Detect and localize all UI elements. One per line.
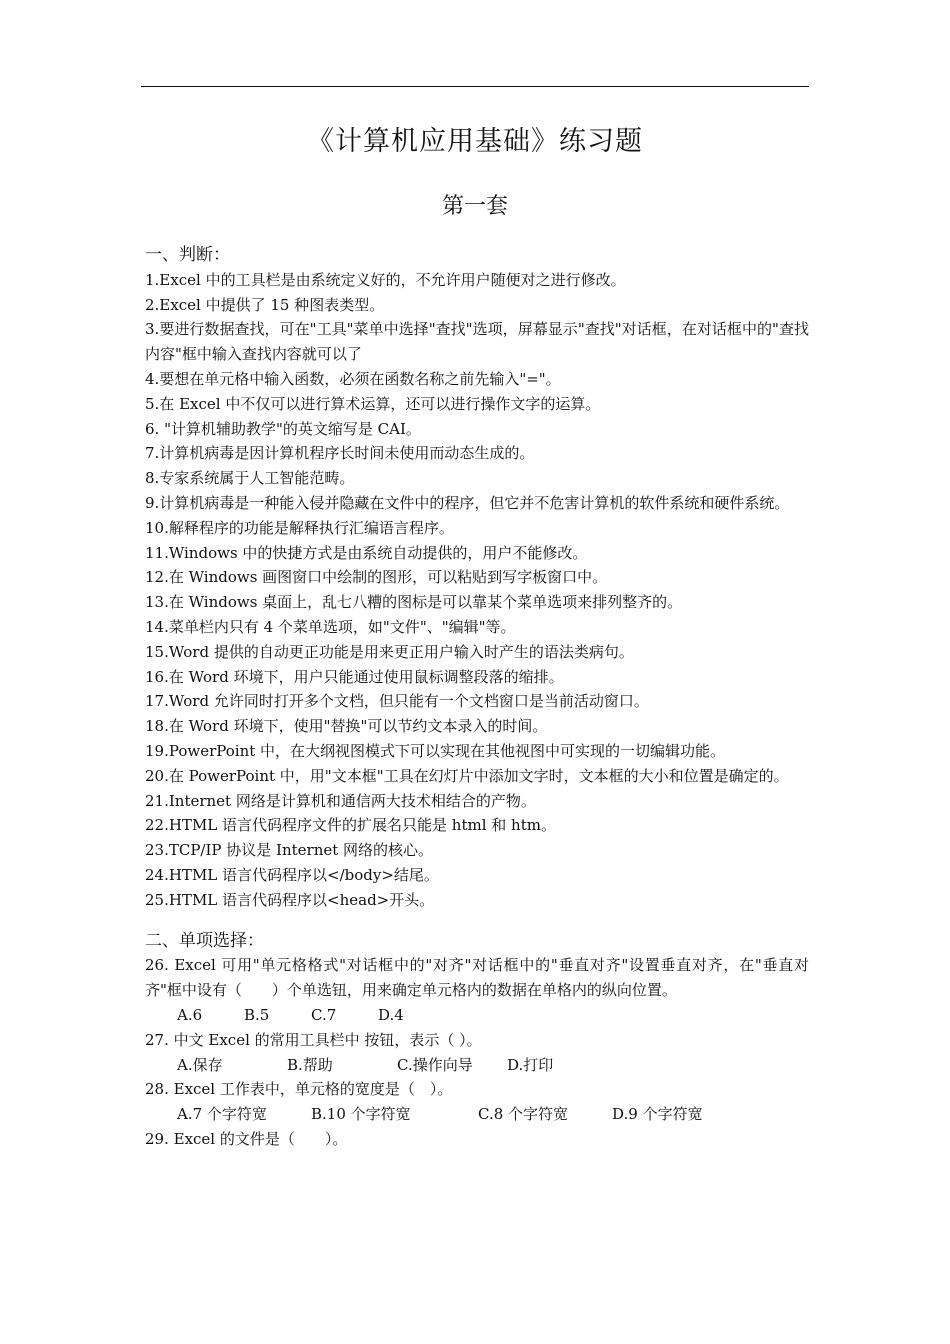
- judgment-item: 13.在 Windows 桌面上，乱七八糟的图标是可以靠某个菜单选项来排列整齐的。: [145, 593, 683, 612]
- section-spacer: [145, 913, 809, 929]
- judgment-item: 6. "计算机辅助教学"的英文缩写是 CAI。: [145, 419, 421, 438]
- question-26: 26. Excel 可用"单元格格式"对话框中的"对齐"对话框中的"垂直对齐"设置垂直对齐，在"垂直对齐"框中设有（ ）个单选钮，用来确定单元格内的数据在单格内的纵向位置。: [145, 956, 809, 1000]
- option-a: A.7 个字符宽: [177, 1105, 267, 1124]
- option-c: C.操作向导: [397, 1055, 473, 1074]
- option-d: D.9 个字符宽: [612, 1105, 703, 1124]
- judgment-item: 17.Word 允许同时打开多个文档，但只能有一个文档窗口是当前活动窗口。: [145, 692, 649, 711]
- judgment-item: 25.HTML 语言代码程序以<head>开头。: [145, 890, 435, 909]
- question-28-options: [145, 1102, 809, 1127]
- judgment-item: 4.要想在单元格中输入函数，必须在函数名称之前先输入"="。: [145, 369, 561, 388]
- judgment-item: 14.菜单栏内只有 4 个菜单选项，如"文件"、"编辑"等。: [145, 617, 516, 636]
- judgment-item: 18.在 Word 环境下，使用"替换"可以节约文本录入的时间。: [145, 717, 548, 736]
- option-b: B.10 个字符宽: [311, 1105, 411, 1124]
- judgment-item: 23.TCP/IP 协议是 Internet 网络的核心。: [145, 841, 434, 860]
- question-27-options: [145, 1053, 809, 1078]
- judgment-item: 3.要进行数据查找，可在"工具"菜单中选择"查找"选项，屏幕显示"查找"对话框，在对话框中的"查找内容"框中输入查找内容就可以了: [145, 320, 809, 364]
- option-c: C.7: [311, 1005, 337, 1024]
- judgment-item: 20.在 PowerPoint 中，用"文本框"工具在幻灯片中添加文字时，文本框的大小和位置是确定的。: [145, 766, 789, 785]
- question-29: 29. Excel 的文件是（ ）。: [145, 1129, 348, 1148]
- question-26-options: [145, 1003, 809, 1028]
- judgment-item: 5.在 Excel 中不仅可以进行算术运算，还可以进行操作文字的运算。: [145, 394, 601, 413]
- option-c: C.8 个字符宽: [478, 1105, 569, 1124]
- question-28: 28. Excel 工作表中，单元格的宽度是（ ）。: [145, 1080, 453, 1099]
- judgment-item: 1.Excel 中的工具栏是由系统定义好的，不允许用户随便对之进行修改。: [145, 270, 626, 289]
- judgment-item: 24.HTML 语言代码程序以</body>结尾。: [145, 865, 439, 884]
- option-a: A.6: [177, 1005, 203, 1024]
- document-subtitle: 第一套: [441, 194, 508, 219]
- option-d: D.4: [378, 1005, 404, 1024]
- question-27: 27. 中文 Excel 的常用工具栏中 按钮，表示（ ）。: [145, 1030, 482, 1049]
- judgment-item: 19.PowerPoint 中，在大纲视图模式下可以实现在其他视图中可实现的一切编辑功能。: [145, 741, 726, 760]
- judgment-item: 16.在 Word 环境下，用户只能通过使用鼠标调整段落的缩排。: [145, 667, 564, 686]
- judgment-item: 21.Internet 网络是计算机和通信两大技术相结合的产物。: [145, 791, 536, 810]
- option-b: B.5: [244, 1005, 270, 1024]
- judgment-item: 22.HTML 语言代码程序文件的扩展名只能是 html 和 htm。: [145, 816, 556, 835]
- document-title: 《计算机应用基础》练习题: [307, 126, 643, 157]
- section-heading-single-choice: 二、单项选择：: [145, 930, 264, 951]
- judgment-item: 9.计算机病毒是一种能入侵并隐藏在文件中的程序，但它并不危害计算机的软件系统和硬件系统。: [145, 493, 790, 512]
- section-heading-judgment: 一、判断：: [145, 245, 230, 265]
- judgment-item: 15.Word 提供的自动更正功能是用来更正用户输入时产生的语法类病句。: [145, 642, 634, 661]
- judgment-item: 12.在 Windows 画图窗口中绘制的图形，可以粘贴到写字板窗口中。: [145, 568, 608, 587]
- judgment-item: 11.Windows 中的快捷方式是由系统自动提供的，用户不能修改。: [145, 543, 588, 562]
- judgment-item: 8.专家系统属于人工智能范畴。: [145, 469, 355, 488]
- document-body: [145, 243, 809, 1152]
- option-d: D.打印: [507, 1055, 554, 1074]
- header-rule: [141, 86, 809, 87]
- judgment-item: 2.Excel 中提供了 15 种图表类型。: [145, 295, 385, 314]
- judgment-list: [145, 268, 809, 913]
- judgment-item: 10.解释程序的功能是解释执行汇编语言程序。: [145, 518, 454, 537]
- option-a: A.保存: [177, 1055, 223, 1074]
- option-b: B.帮助: [287, 1055, 333, 1074]
- judgment-item: 7.计算机病毒是因计算机程序长时间未使用而动态生成的。: [145, 444, 535, 463]
